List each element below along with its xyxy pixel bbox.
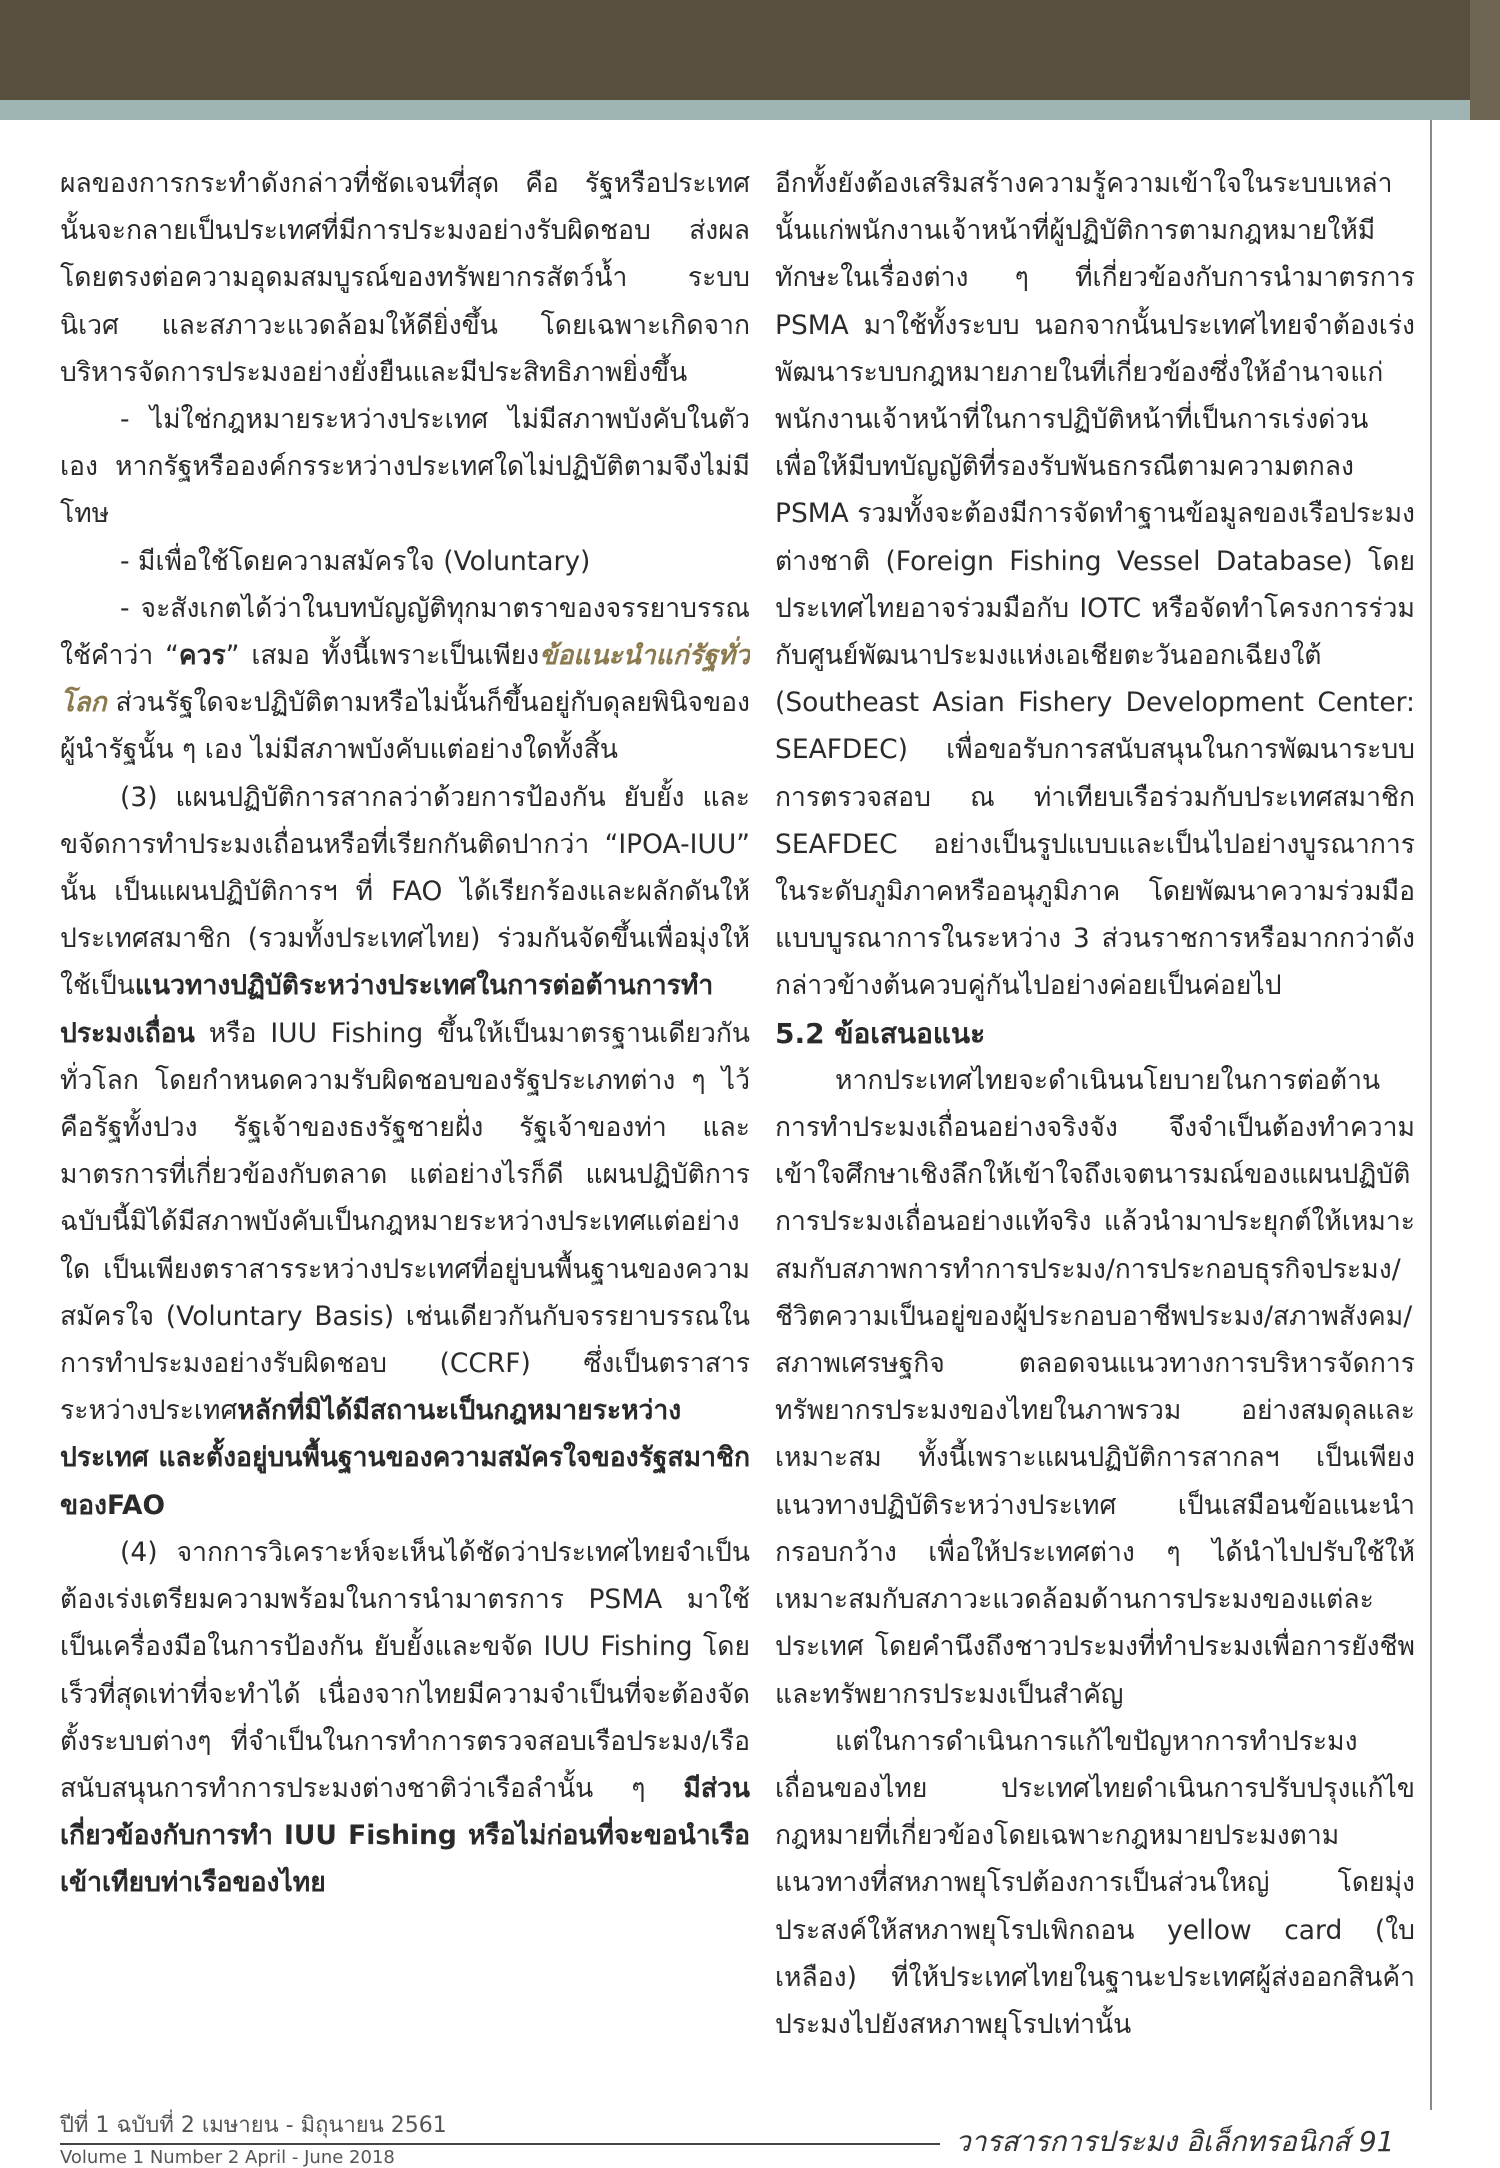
journal-name: วารสารการประมง อิเล็กทรอนิกส์ xyxy=(955,2125,1350,2158)
right-paragraph-1: อีกทั้งยังต้องเสริมสร้างความรู้ความเข้าใจในระบบเหล่านั้นแก่พนักงานเจ้าหน้าที่ผู้ปฏิบัติการตามกฎหมายให้มีทักษะในเรื่องต่าง ๆ ที่เกี่ยวข้องกับการนำมาตรการ PSMA มาใช้ทั้งระบบ นอกจากนั้นประเทศไทยจำต้องเร่งพัฒนาระบบกฎหมายภายในที่เกี่ยวข้องซึ่งให้อำนาจแก่พนักงานเจ้าหน้าที่ในการปฏิบัติหน้าที่เป็นการเร่งด่วน เพื่อให้มีบทบัญญัติที่รองรับพันธกรณีตามความตกลง PSMA รวมทั้งจะต้องมีการจัดทำฐานข้อมูลของเรือประมงต่างชาติ (Foreign Fishing Vessel Database) โดยประเทศไทยอาจร่วมมือกับ IOTC หรือจัดทำโครงการร่วมกับศูนย์พัฒนาประมงแห่งเอเชียตะวันออกเฉียงใต้ (Southeast Asian Fishery Development Center: SEAFDEC) เพื่อขอรับการสนับสนุนในการพัฒนาระบบการตรวจสอบ ณ ท่าเทียบเรือร่วมกับประเทศสมาชิก SEAFDEC อย่างเป็นรูปแบบและเป็นไปอย่างบูรณาการในระดับภูมิภาคหรืออนุภูมิภาค โดยพัฒนาความร่วมมือแบบบูรณาการในระหว่าง 3 ส่วนราชการหรือมากกว่าดังกล่าวข้างต้นควบคู่กันไปอย่างค่อยเป็นค่อยไป xyxy=(775,168,1415,1002)
footer-journal-title xyxy=(955,2120,1394,2164)
right-paragraph-3: แต่ในการดำเนินการแก้ไขปัญหาการทำประมงเถื่อนของไทย ประเทศไทยดำเนินการปรับปรุงแก้ไขกฎหมายที่เกี่ยวข้องโดยเฉพาะกฎหมายประมงตามแนวทางที่สหภาพยุโรปต้องการเป็นส่วนใหญ่ โดยมุ่งประสงค์ให้สหภาพยุโรปเพิกถอน yellow card (ใบเหลือง) ที่ให้ประเทศไทยในฐานะประเทศผู้ส่งออกสินค้าประมงไปยังสหภาพยุโรปเท่านั้น xyxy=(775,1725,1415,2040)
left-p6-text-a: (4) จากการวิเคราะห์จะเห็นได้ชัดว่าประเทศไทยจำเป็นต้องเร่งเตรียมความพร้อมในการนำมาตรการ PSMA มาใช้เป็นเครื่องมือในการป้องกัน ยับยั้งและขจัด IUU Fishing โดยเร็วที่สุดเท่าที่จะทำได้ เนื่องจากไทยมีความจำเป็นที่จะต้องจัดตั้งระบบต่างๆ ที่จำเป็นในการทำการตรวจสอบเรือประมง/เรือสนับสนุนการทำการประมงต่างชาติว่าเรือลำนั้น ๆ xyxy=(60,1536,750,1804)
footer-rule xyxy=(60,2143,940,2145)
left-paragraph-2: - ไม่ใช่กฎหมายระหว่างประเทศ ไม่มีสภาพบังคับในตัวเอง หากรัฐหรือองค์กรระหว่างประเทศใดไม่ปฏิบัติตามจึงไม่มีโทษ xyxy=(60,404,750,530)
left-paragraph-6 xyxy=(60,1529,750,1907)
footer-volume-en: Volume 1 Number 2 April - June 2018 xyxy=(60,2147,395,2168)
right-column xyxy=(775,160,1415,2050)
left-p4-text-a: - จะสังเกตได้ว่าในบทบัญญัติทุกมาตราของจรรยาบรรณใช้คำว่า “ xyxy=(60,592,750,672)
footer-issue-thai: ปีที่ 1 ฉบับที่ 2 เมษายน - มิถุนายน 2561 xyxy=(60,2113,447,2138)
left-p4-highlight: ข้อแนะนำแก่รัฐทั่วโลก xyxy=(60,640,750,719)
left-paragraph-3: - มีเพื่อใช้โดยความสมัครใจ (Voluntary) xyxy=(120,545,591,577)
right-paragraph-2: หากประเทศไทยจะดำเนินนโยบายในการต่อต้านการทำประมงเถื่อนอย่างจริงจัง จึงจำเป็นต้องทำความเข้าใจศึกษาเชิงลึกให้เข้าใจถึงเจตนารมณ์ของแผนปฏิบัติการประมงเถื่อนอย่างแท้จริง แล้วนำมาประยุกต์ให้เหมาะสมกับสภาพการทำการประมง/การประกอบธุรกิจประมง/ชีวิตความเป็นอยู่ของผู้ประกอบอาชีพประมง/สภาพสังคม/สภาพเศรษฐกิจ ตลอดจนแนวทางการบริหารจัดการทรัพยากรประมงของไทยในภาพรวม อย่างสมดุลและเหมาะสม ทั้งนี้เพราะแผนปฏิบัติการสากลฯ เป็นเพียงแนวทางปฏิบัติระหว่างประเทศ เป็นเสมือนข้อแนะนำกรอบกว้าง เพื่อให้ประเทศต่าง ๆ ได้นำไปปรับใช้ให้เหมาะสมกับสภาวะแวดล้อมด้านการประมงของแต่ละประเทศ โดยคำนึงถึงชาวประมงที่ทำประมงเพื่อการยังชีพและทรัพยากรประมงเป็นสำคัญ xyxy=(775,1064,1415,1710)
header-band-dark xyxy=(0,0,1500,100)
page-number: 91 xyxy=(1358,2125,1395,2158)
left-column xyxy=(60,160,750,2050)
left-paragraph-4 xyxy=(60,585,750,774)
left-p5-bold-status: หลักที่มิได้มีสถานะเป็นกฎหมายระหว่างประเทศ และตั้งอยู่บนพื้นฐานของความสมัครใจของรัฐสมาชิกของFAO xyxy=(60,1395,750,1521)
left-p5-bold-guideline: แนวทางปฏิบัติระหว่างประเทศในการต่อต้านการทำประมงเถื่อน xyxy=(60,970,714,1049)
header-band xyxy=(0,0,1500,100)
left-p4-text-e: ส่วนรัฐใดจะปฏิบัติตามหรือไม่นั้นก็ขึ้นอยู่กับดุลยพินิจของผู้นำรัฐนั้น ๆ เอง ไม่มีสภาพบังคับแต่อย่างใดทั้งสิ้น xyxy=(60,687,750,766)
section-heading-5-2: 5.2 ข้อเสนอแนะ xyxy=(775,1016,986,1050)
header-band-light xyxy=(0,100,1500,120)
left-paragraph-1: ผลของการกระทำดังกล่าวที่ชัดเจนที่สุด คือ รัฐหรือประเทศนั้นจะกลายเป็นประเทศที่มีการประมงอย่างรับผิดชอบ ส่งผลโดยตรงต่อความอุดมสมบูรณ์ของทรัพยากรสัตว์น้ำ ระบบนิเวศ และสภาวะแวดล้อมให้ดียิ่งขึ้น โดยเฉพาะเกิดจากบริหารจัดการประมงอย่างยั่งยืนและมีประสิทธิภาพยิ่งขึ้น xyxy=(60,168,750,388)
header-band-accent xyxy=(1470,0,1500,120)
left-p5-text-a: (3) แผนปฏิบัติการสากลว่าด้วยการป้องกัน ยับยั้ง และขจัดการทำประมงเถื่อนหรือที่เรียกกันติดปากว่า “IPOA-IUU” นั้น เป็นแผนปฏิบัติการฯ ที่ FAO ได้เรียกร้องและผลักดันให้ประเทศสมาชิก (รวมทั้งประเทศไทย) ร่วมกันจัดขึ้นเพื่อมุ่งให้ใช้เป็น xyxy=(60,781,750,1002)
left-p6-bold-iuu: มีส่วนเกี่ยวข้องกับการทำ IUU Fishing หรือไม่ก่อนที่จะขอนำเรือเข้าเทียบท่าเรือของไทย xyxy=(60,1772,750,1899)
left-p4-bold-khuan: ควร xyxy=(178,640,226,672)
page-right-rule xyxy=(1430,120,1432,2110)
left-paragraph-5 xyxy=(60,774,750,1529)
left-p4-text-c: ” เสมอ ทั้งนี้เพราะเป็นเพียง xyxy=(225,640,540,672)
left-p5-text-c: หรือ IUU Fishing ขึ้นให้เป็นมาตรฐานเดียวกันทั่วโลก โดยกำหนดความรับผิดชอบของรัฐประเภทต่าง ๆ ไว้ คือรัฐทั้งปวง รัฐเจ้าของธงรัฐชายฝั่ง รัฐเจ้าของท่า และมาตรการที่เกี่ยวข้องกับตลาด แต่อย่างไรก็ดี แผนปฏิบัติการฉบับนี้มิได้มีสภาพบังคับเป็นกฎหมายระหว่างประเทศแต่อย่างใด เป็นเพียงตราสารระหว่างประเทศที่อยู่บนพื้นฐานของความสมัครใจ (Voluntary Basis) เช่นเดียวกันกับจรรยาบรรณในการทำประมงอย่างรับผิดชอบ (CCRF) ซึ่งเป็นตราสารระหว่างประเทศ xyxy=(60,1017,750,1427)
